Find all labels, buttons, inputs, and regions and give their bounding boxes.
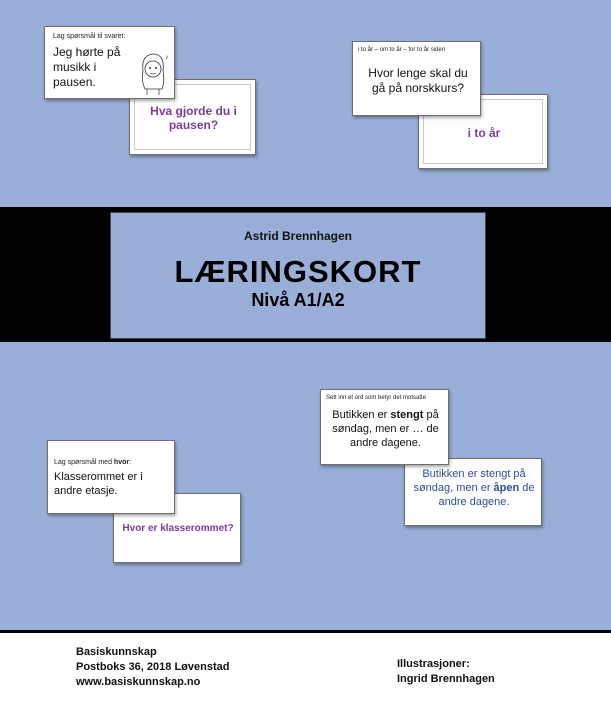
card-instruction: Sett inn et ord som betyr det motsatte: [326, 395, 427, 401]
illustrator-name: Ingrid Brennhagen: [397, 673, 495, 685]
illustrator-info: [397, 657, 495, 687]
question-card-4: [320, 389, 449, 465]
publisher-name: Basiskunnskap: [76, 646, 157, 658]
author-name: Astrid Brennhagen: [243, 229, 352, 243]
girl-illustration-icon: [135, 49, 173, 95]
question-card-1: [44, 26, 175, 99]
card-answer: Butikken er stengt på søndag, men er åpen de andre dagene.: [413, 468, 535, 508]
footer: [0, 633, 611, 705]
question-card-3: [47, 440, 175, 514]
card-instruction: Lag spørsmål til svaret:: [53, 33, 126, 40]
card-question: Hvor lenge skal du gå på norskkurs?: [368, 66, 468, 95]
svg-text:♪: ♪: [165, 54, 169, 61]
main-title: LÆRINGSKORT: [174, 254, 422, 289]
card-answer: i to år: [467, 125, 501, 140]
card-instruction: Lag spørsmål med hvor:: [54, 459, 132, 466]
title-box: [110, 212, 486, 339]
answer-card-4: [404, 458, 542, 526]
card-question: Jeg hørte på musikk i pausen.: [53, 45, 121, 89]
card-answer: Hvor er klasserommet?: [122, 522, 234, 534]
publisher-website: www.basiskunnskap.no: [76, 676, 201, 688]
card-question: Klasserommet er i andre etasje.: [54, 471, 143, 497]
publisher-address: Postboks 36, 2018 Løvenstad: [76, 661, 230, 673]
publisher-info: [76, 645, 229, 690]
answer-keyword: åpen: [493, 481, 520, 494]
card-answer: Hva gjorde du i pausen?: [150, 104, 237, 132]
illustrations-label: Illustrasjoner:: [397, 658, 470, 670]
level-title: Nivå A1/A2: [251, 290, 345, 310]
card-question: Butikken er stengt på søndag, men er … de andre dagene.: [332, 409, 439, 449]
card-instruction: i to år – om to år – for to år siden: [358, 47, 446, 53]
question-keyword: stengt: [390, 409, 424, 421]
question-card-2: [352, 41, 481, 116]
